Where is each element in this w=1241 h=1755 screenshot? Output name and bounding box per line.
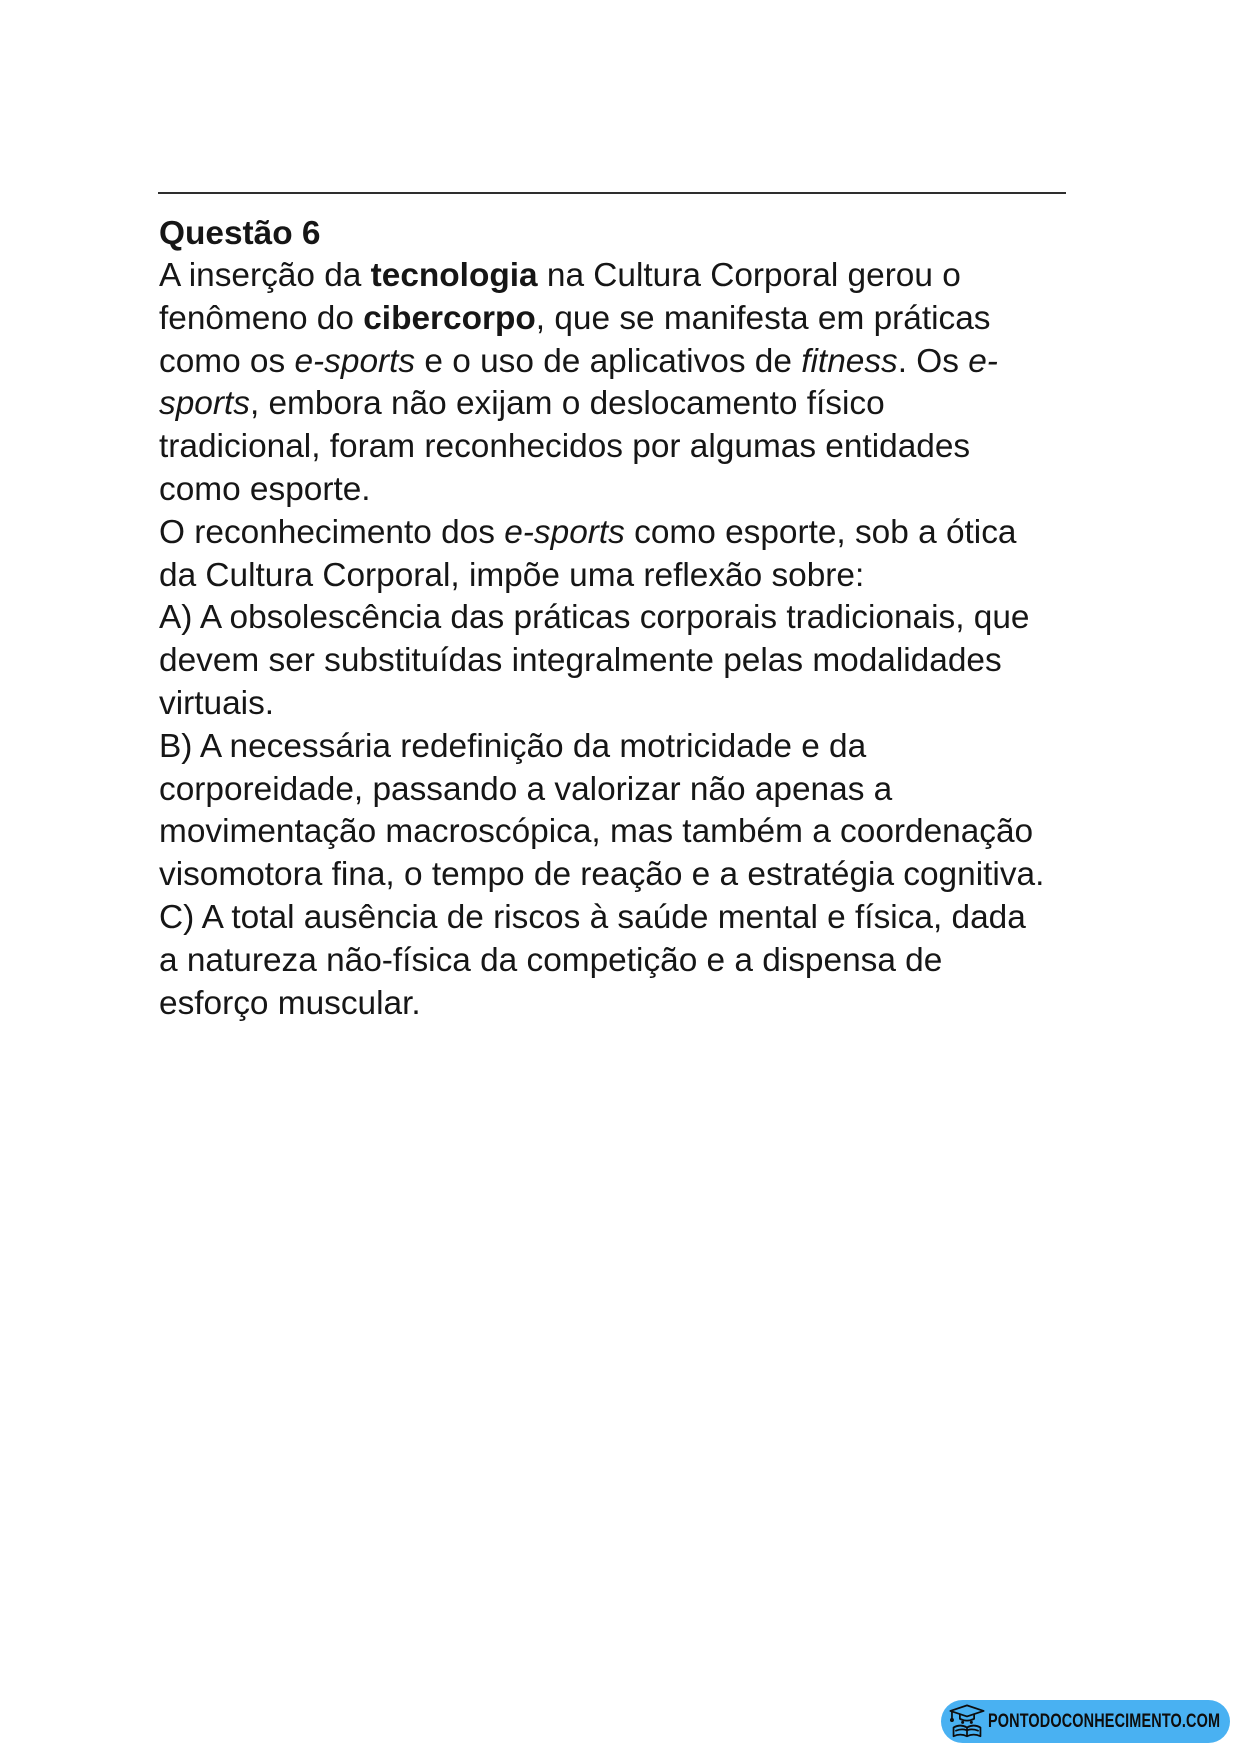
- graduate-reading-book-icon: [948, 1703, 986, 1741]
- site-badge[interactable]: [941, 1700, 1230, 1743]
- option-c: C) A total ausência de riscos à saúde mental e física, dada a natureza não-física da competição e a dispensa de esforço muscular.: [159, 898, 1026, 1022]
- question-intro-paragraph: A inserção da tecnologia na Cultura Corporal gerou o fenômeno do cibercorpo, que se manifesta em práticas como os e-sports e o uso de aplicativos de fitness. Os e-sports, embora não exijam o deslocamento físico tradicional, foram reconhecidos por algumas entidades como esporte.: [159, 257, 998, 508]
- page-title: Questão 6: [159, 215, 321, 252]
- question-content: [159, 212, 1052, 1025]
- question-prompt-paragraph: O reconhecimento dos e-sports como esporte, sob a ótica da Cultura Corporal, impõe uma reflexão sobre:: [159, 513, 1017, 594]
- option-a: A) A obsolescência das práticas corporais tradicionais, que devem ser substituídas integralmente pelas modalidades virtuais.: [159, 599, 1030, 722]
- header-rule: [158, 192, 1066, 194]
- option-b: B) A necessária redefinição da motricidade e da corporeidade, passando a valorizar não apenas a movimentação macroscópica, mas também a coordenação visomotora fina, o tempo de reação e a estratégia cognitiva.: [159, 727, 1045, 894]
- site-label: PONTODOCONHECIMENTO.COM: [988, 1710, 1221, 1732]
